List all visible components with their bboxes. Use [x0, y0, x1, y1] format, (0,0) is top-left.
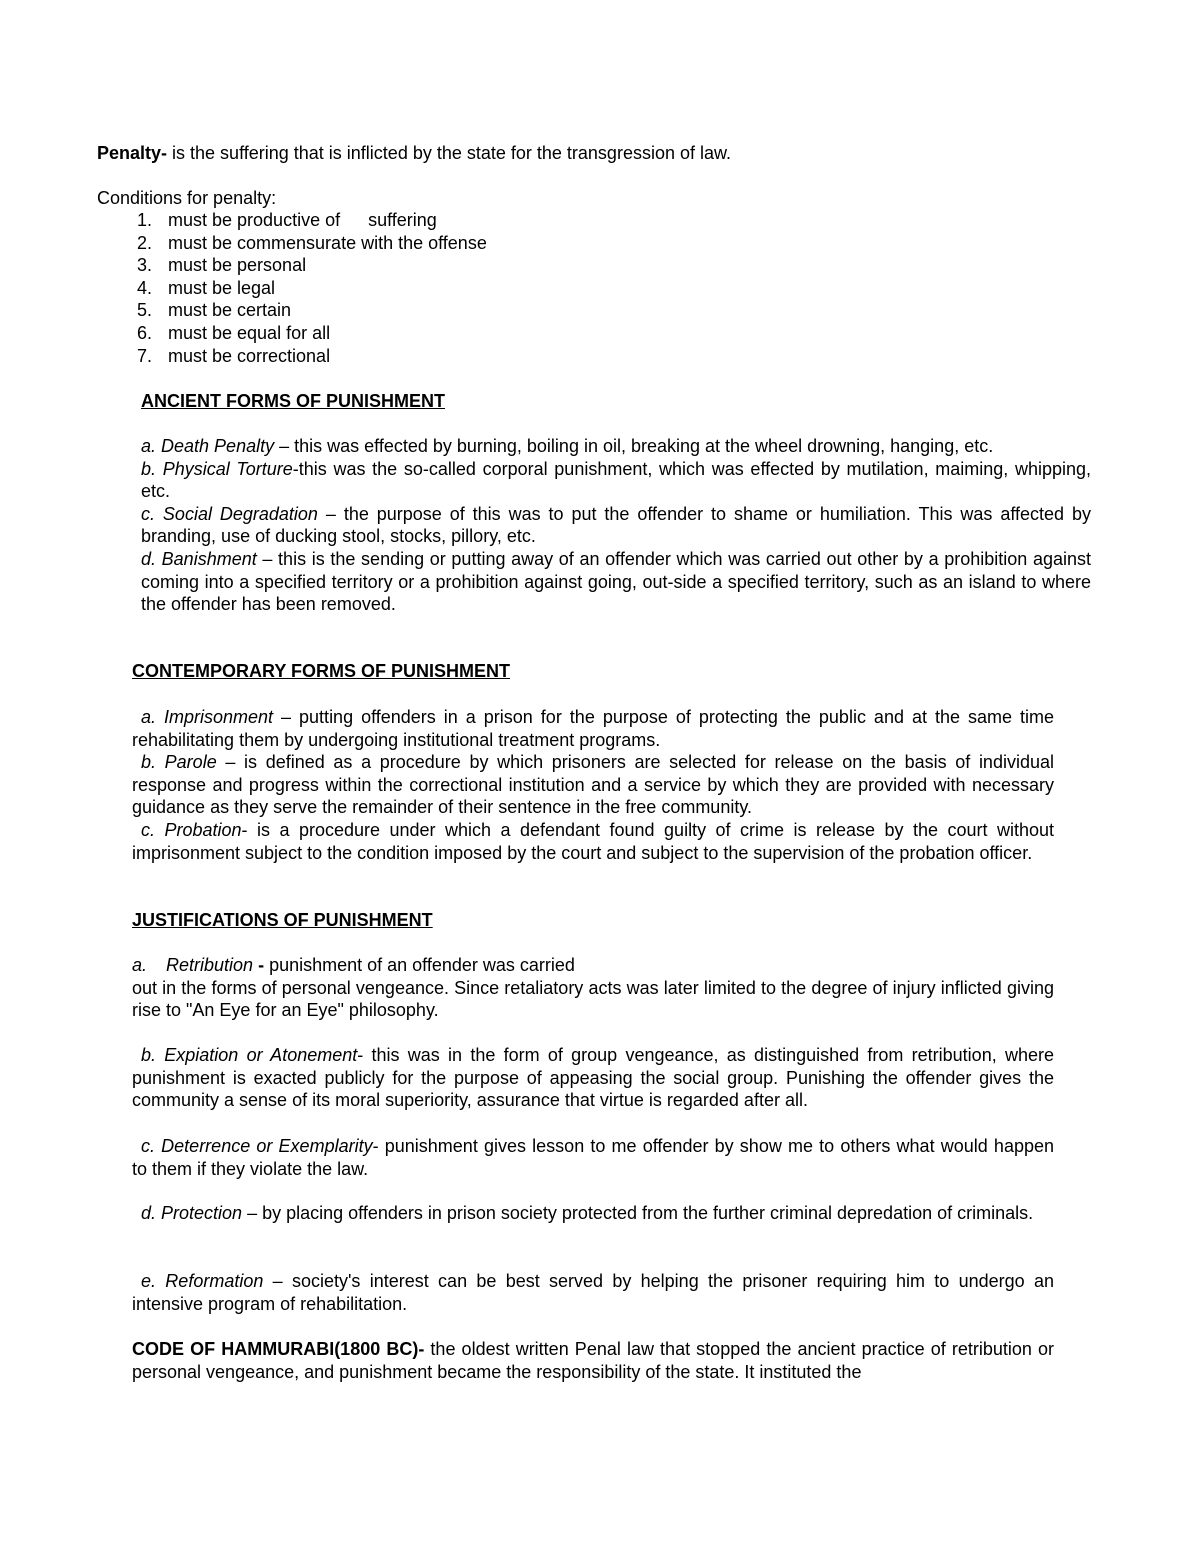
- hammurabi-term: CODE OF HAMMURABI(1800 BC)-: [132, 1339, 425, 1359]
- contemporary-item-probation: c. Probation- is a procedure under which a defendant found guilty of crime is release by the court without imprisonment subject to the condition imposed by the court and subject to the supervision of the probation officer.: [132, 819, 1054, 863]
- ancient-item-death-penalty: a. Death Penalty – this was effected by burning, boiling in oil, breaking at the wheel drowning, hanging, etc.: [141, 436, 994, 456]
- hammurabi-paragraph: CODE OF HAMMURABI(1800 BC)- the oldest written Penal law that stopped the ancient practice of retribution or personal vengeance, and punishment became the responsibility of the state. It instituted the: [132, 1339, 1055, 1382]
- conditions-heading: Conditions for penalty:: [97, 188, 277, 208]
- ancient-item-physical-torture: b. Physical Torture-this was the so-called corporal punishment, which was effected by mutilation, maiming, whipping, etc.: [141, 458, 1092, 502]
- justification-protection: d. Protection – by placing offenders in prison society protected from the further criminal depredation of criminals.: [141, 1203, 1034, 1223]
- justification-reformation: e. Reformation – society's interest can be best served by helping the prisoner requiring him to undergo an intensive program of rehabilitation.: [132, 1271, 1054, 1314]
- justification-expiation: b. Expiation or Atonement- this was in the form of group vengeance, as distinguished from retribution, where punishment is exacted publicly for the purpose of appeasing the social group. Punishing the offender gives the community a sense of its moral superiority, assurance that virtue is regarded after all.: [132, 1045, 1054, 1111]
- penalty-term: Penalty-: [97, 143, 168, 163]
- ancient-item-social-degradation: c. Social Degradation – the purpose of this was to put the offender to shame or humiliation. This was affected by branding, use of ducking stool, stocks, pillory, etc.: [141, 503, 1091, 547]
- justifications-heading: JUSTIFICATIONS OF PUNISHMENT: [132, 910, 433, 930]
- contemporary-item-imprisonment: a. Imprisonment – putting offenders in a prison for the purpose of protecting the public and at the same time rehabilitating them by undergoing institutional treatment programs.: [132, 707, 1054, 750]
- ancient-item-banishment: d. Banishment – this is the sending or putting away of an offender which was carried out other by a prohibition against coming into a specified territory or a prohibition against going, out-side a specified territory, such as an island to where the offender has been removed.: [141, 548, 1091, 615]
- contemporary-section: [132, 706, 1054, 864]
- justification-retribution: a. Retribution - punishment of an offender was carried out in the forms of personal vengeance. Since retaliatory acts was later limited to the degree of injury inflicted giving rise to "An Eye for an Eye" philosophy.: [132, 955, 1054, 1021]
- penalty-text: is the suffering that is inflicted by the state for the transgression of law.: [167, 143, 731, 163]
- contemporary-heading: CONTEMPORARY FORMS OF PUNISHMENT: [132, 661, 511, 681]
- justification-deterrence: c. Deterrence or Exemplarity- punishment gives lesson to me offender by show me to others what would happen to them if they violate the law.: [132, 1136, 1054, 1179]
- contemporary-item-parole: b. Parole – is defined as a procedure by which prisoners are selected for release on the basis of individual response and progress within the correctional institution and a service by which they are provided with necessary guidance as they serve the remainder of their sentence in the free community.: [132, 752, 1054, 818]
- penalty-definition: [97, 142, 731, 165]
- ancient-section: [141, 435, 1091, 616]
- ancient-heading: ANCIENT FORMS OF PUNISHMENT: [141, 391, 445, 411]
- document-page: Penalty- is the suffering that is inflicted by the state for the transgression of law. Conditions for penalty: 1. must be productive of suffering 2. must be commensurate with the offense 3. must be personal 4. must be legal 5. must be certain 6. must be equal for all 7. must be correctional ANCIENT FORMS OF PUNISHMENT a. Death Penalty – this was effected by burning, boiling in oil, breaking at the wheel drowning, hanging, etc. b. Physical Torture-this was the so-called corporal punishment, which was effected by mutilation, maiming, whipping, etc. c. Social Degradation – the purpose of this was to put the offender to shame or humiliation. This was affected by branding, use of ducking stool, stocks, pillory, etc. d. Banishment – this is the sending or putting away of an offender which was carried out other by a prohibition against coming into a specified territory or a prohibition against going, out-side a specified territory, such as an island to where the offender has been removed. CONTEMPORARY FORMS OF PUNISHMENT a. Imprisonment – putting offenders in a prison for the purpose of protecting the public and at the same time rehabilitating them by undergoing institutional treatment programs. b. Parole – is defined as a procedure by which prisoners are selected for release on the basis of individual response and progress within the correctional institution and a service by which they are provided with necessary guidance as they serve the remainder of their sentence in the free community. c. Probation- is a procedure under which a defendant found guilty of crime is release by the court without imprisonment subject to the condition imposed by the court and subject to the supervision of the probation officer. JUSTIFICATIONS OF PUNISHMENT a. Retribution - punishment of an offender was carried out in the forms of personal vengeance. Since retaliatory acts was later limited to the degree of injury inflicted giving rise to "An Eye for an Eye" philosophy. b. Expiation or Atonement- this was in the form of group vengeance, as distinguished from retribution, where punishment is exacted publicly for the purpose of appeasing the social group. Punishing the offender gives the community a sense of its moral superiority, assurance that virtue is regarded after all. c. Deterrence or Exemplarity- punishment gives lesson to me offender by show me to others what would happen to them if they violate the law. d. Protection – by placing offenders in prison society protected from the further criminal depredation of criminals. e. Reformation – society's interest can be best served by helping the prisoner requiring him to undergo an intensive program of rehabilitation. CODE OF HAMMURABI(1800 BC)- the oldest written Penal law that stopped the ancient practice of retribution or personal vengeance, and punishment became the responsibility of the state. It instituted the: [97, 143, 1092, 1382]
